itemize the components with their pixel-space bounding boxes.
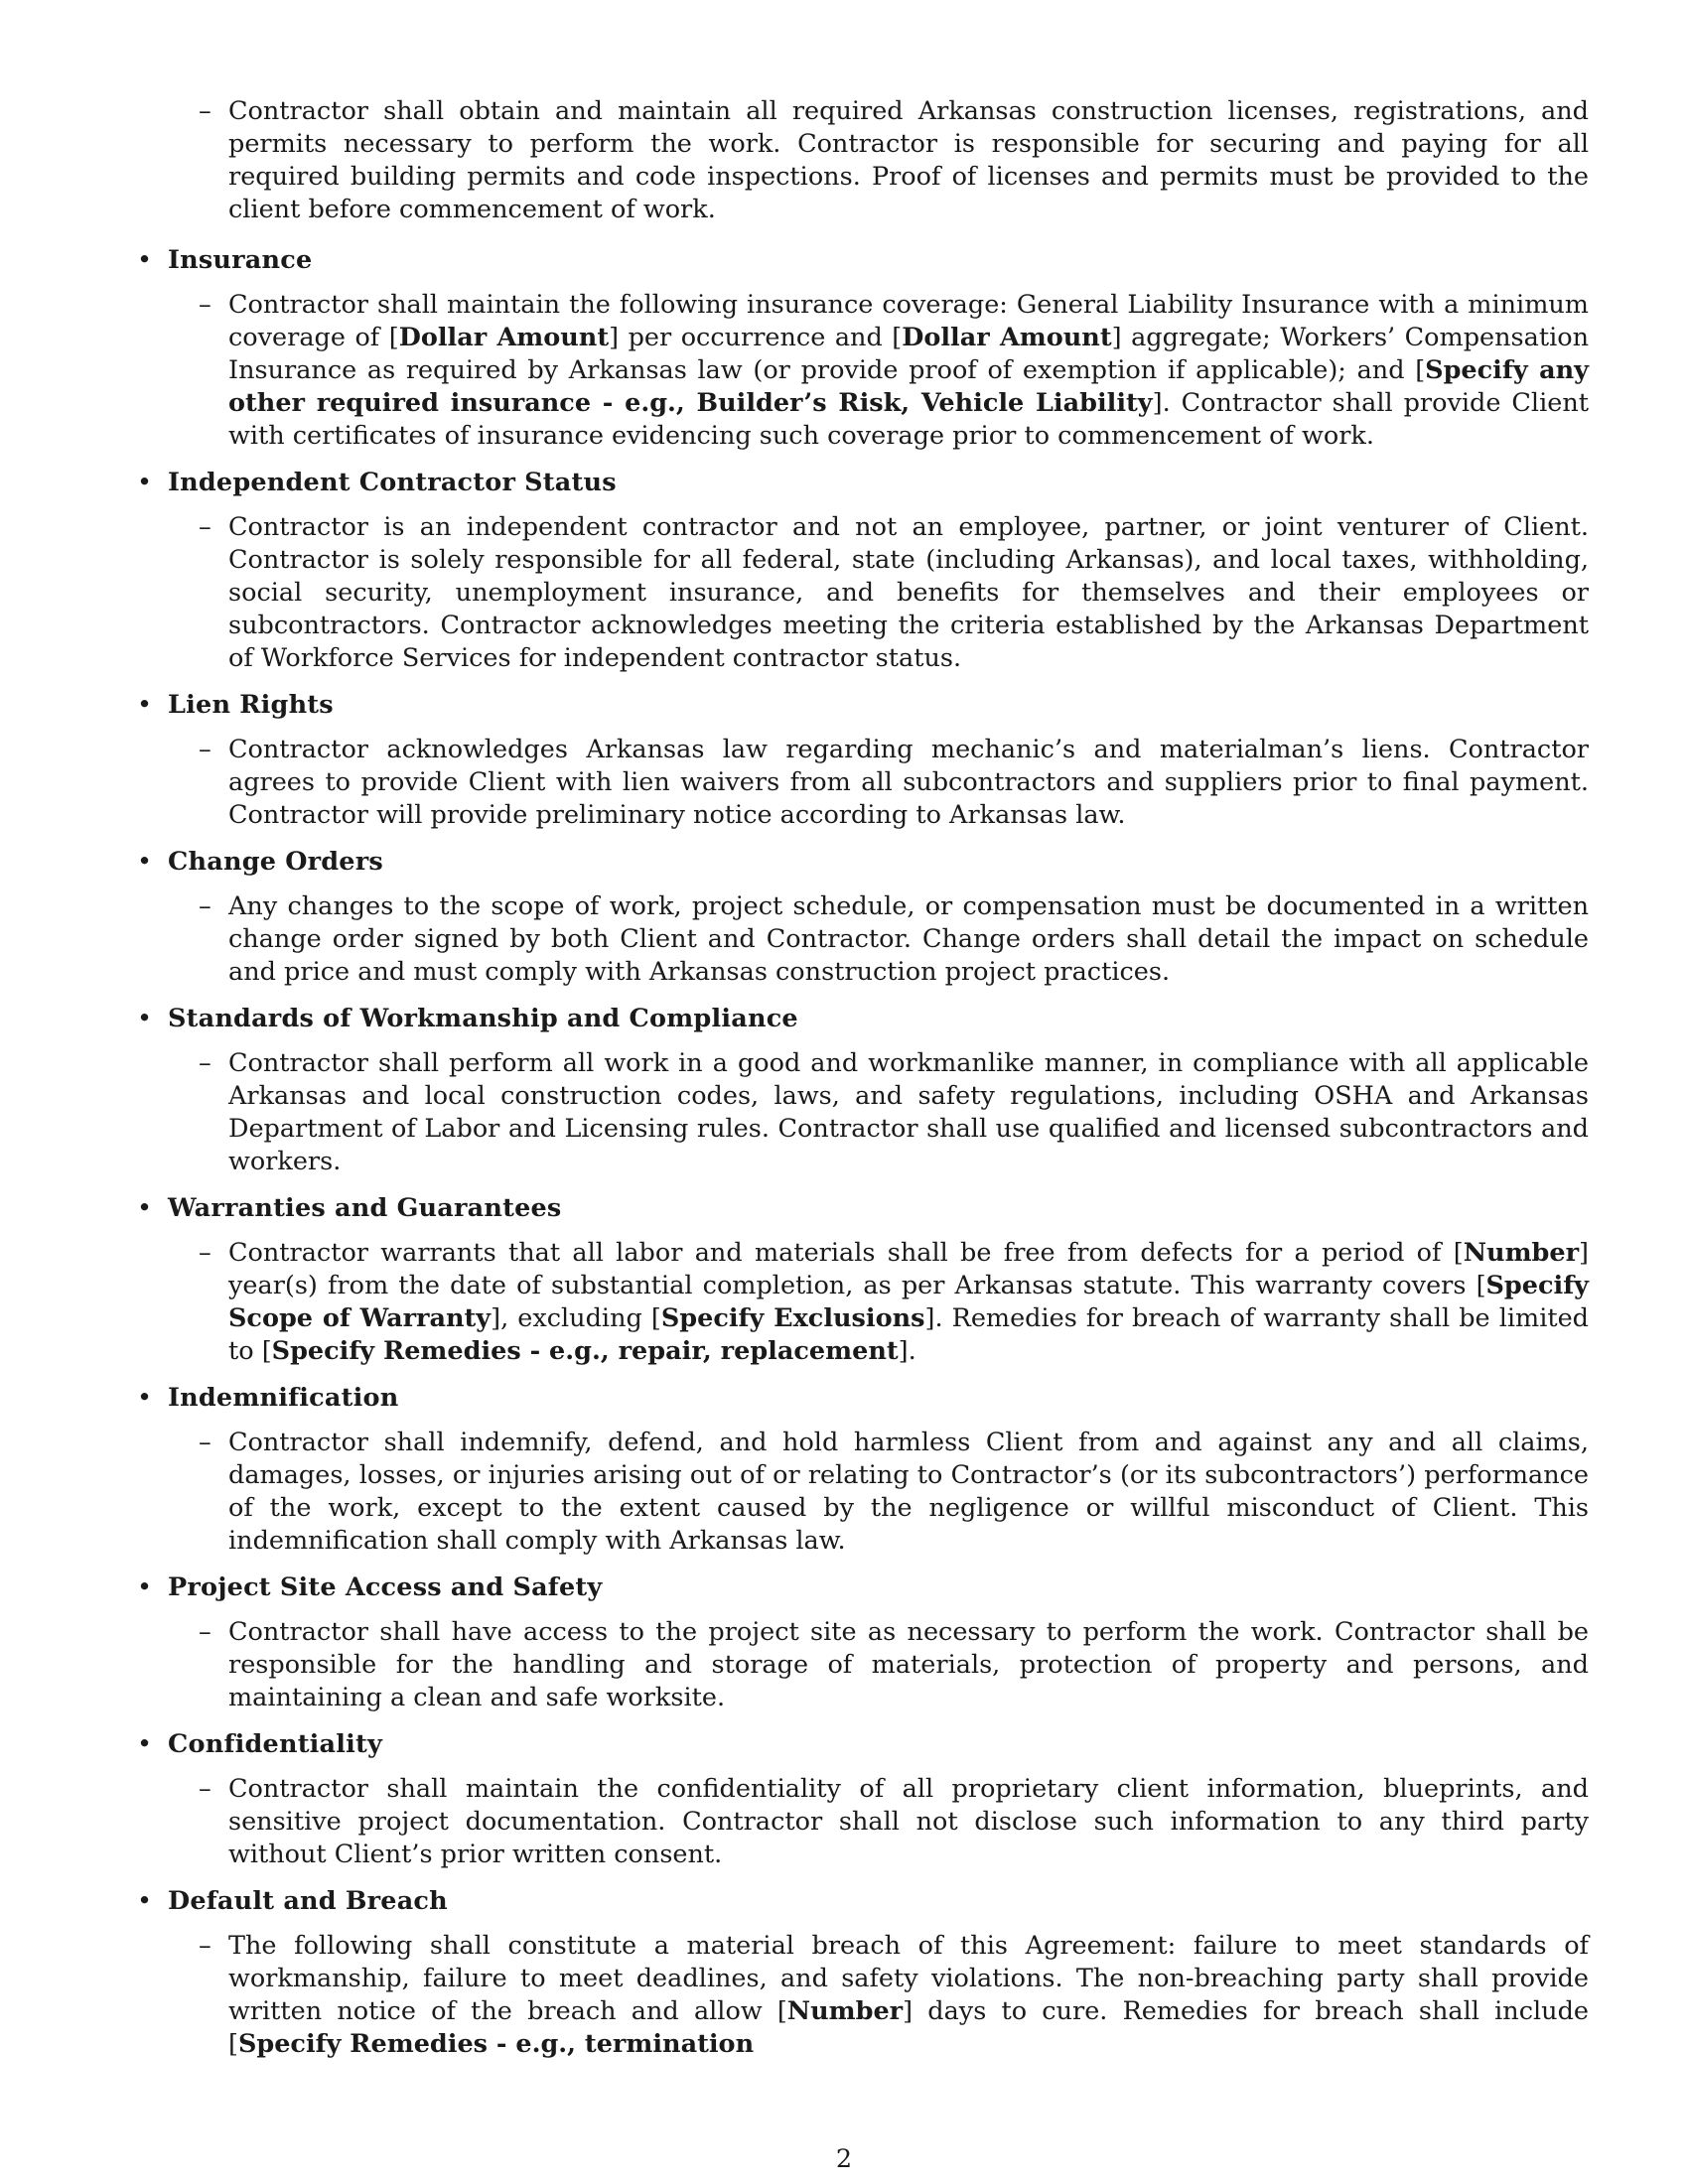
clause-text: Contractor warrants that all labor and materials shall be free from defects for a period of [ <box>228 1238 1464 1268</box>
placeholder-field: Specify any other required insurance - e.g., Builder’s Risk, Vehicle Liability <box>228 355 1589 418</box>
contract-body <box>137 95 1589 2075</box>
dash-marker: – <box>199 1617 211 1647</box>
section-heading: • Insurance <box>137 244 1589 277</box>
section-standards <box>137 1003 1589 1178</box>
dash-marker: – <box>199 1428 211 1457</box>
change-clause <box>199 890 1589 989</box>
clause-text: Contractor acknowledges Arkansas law regarding mechanic’s and materialman’s liens. Contractor agrees to provide Client with lien waivers from all subcontractors and suppliers prior to final payment. Contractor will provide preliminary notice according to Arkansas law. <box>228 735 1589 830</box>
clause-text: ]. <box>898 1336 916 1366</box>
clause-text: Contractor shall indemnify, defend, and hold harmless Client from and against any and all claims, damages, losses, or injuries arising out of or relating to Contractor’s (or its subcontractors’) performance of the work, except to the extent caused by the negligence or willful misconduct of Client. This indemnification shall comply with Arkansas law. <box>228 1428 1589 1556</box>
page-number: 2 <box>835 2144 853 2174</box>
lien-clause <box>199 734 1589 832</box>
section-indemnification <box>137 1382 1589 1558</box>
clause-text: Contractor shall perform all work in a good and workmanlike manner, in compliance with all applicable Arkansas and local construction codes, laws, and safety regulations, including OSHA and Arkansas Department of Labor and Licensing rules. Contractor shall use qualified and licensed subcontractors and workers. <box>228 1048 1589 1176</box>
default-clause <box>199 1930 1589 2061</box>
placeholder-field: Number <box>1463 1238 1580 1268</box>
dash-marker: – <box>199 735 211 764</box>
dash-marker: – <box>199 96 211 126</box>
placeholder-field: Specify Scope of Warranty <box>228 1271 1589 1333</box>
clause-text: The following shall constitute a material breach of this Agreement: failure to meet standards of workmanship, failure to meet deadlines, and safety violations. The non-breaching party shall provide written notice of the breach and allow [ <box>228 1931 1589 2026</box>
placeholder-field: Number <box>786 1996 904 2026</box>
section-confidentiality <box>137 1728 1589 1871</box>
clause-text: Any changes to the scope of work, project schedule, or compensation must be documented in a written change order signed by both Client and Contractor. Change orders shall detail the impact on schedule and price and must comply with Arkansas construction project practices. <box>228 891 1589 987</box>
section-independent-contractor <box>137 467 1589 675</box>
clause-text: ]. Contractor shall provide Client with certificates of insurance evidencing such coverage prior to commencement of work. <box>228 388 1589 451</box>
section-heading: • Standards of Workmanship and Compliance <box>137 1003 1589 1035</box>
indemnification-clause <box>199 1427 1589 1558</box>
section-heading: • Change Orders <box>137 846 1589 879</box>
standards-clause <box>199 1047 1589 1178</box>
section-insurance <box>137 244 1589 453</box>
warranties-clause <box>199 1237 1590 1368</box>
clause-text: Contractor shall have access to the project site as necessary to perform the work. Contractor shall be responsible for the handling and storage of materials, protection of property and persons, and maintaining a clean and safe worksite. <box>228 1617 1589 1712</box>
placeholder-field: Dollar Amount <box>398 323 610 352</box>
section-lien-rights <box>137 689 1589 832</box>
placeholder-field: Dollar Amount <box>902 323 1112 352</box>
section-site-access <box>137 1571 1589 1714</box>
placeholder-field: Specify Remedies - e.g., repair, replacement <box>271 1336 899 1366</box>
section-change-orders <box>137 846 1589 989</box>
dash-marker: – <box>199 1238 211 1268</box>
clause-text: ] days to cure. Remedies for breach shall include [ <box>228 1996 1589 2059</box>
clause-text: Contractor shall obtain and maintain all required Arkansas construction licenses, registrations, and permits necessary to perform the work. Contractor is responsible for securing and paying for all required building permits and code inspections. Proof of licenses and permits must be provided to the client before commencement of work. <box>228 96 1589 224</box>
permits-clause <box>199 95 1589 226</box>
section-heading: • Independent Contractor Status <box>137 467 1589 499</box>
placeholder-field: Specify Remedies - e.g., termination <box>237 2029 755 2059</box>
dash-marker: – <box>199 891 211 921</box>
section-heading: • Project Site Access and Safety <box>137 1571 1589 1604</box>
dash-marker: – <box>199 1931 211 1961</box>
clause-text: ] year(s) from the date of substantial completion, as per Arkansas statute. This warranty covers [ <box>228 1238 1589 1300</box>
section-heading: • Warranties and Guarantees <box>137 1192 1589 1225</box>
clause-text: ] aggregate; Workers’ Compensation Insurance as required by Arkansas law (or provide proof of exemption if applicable); and [ <box>228 323 1590 385</box>
clause-text: ], excluding [ <box>491 1303 661 1333</box>
section-heading: • Indemnification <box>137 1382 1589 1415</box>
clause-text: ] per occurrence and [ <box>609 323 903 352</box>
dash-marker: – <box>199 512 211 542</box>
insurance-clause <box>199 289 1590 453</box>
section-default-breach <box>137 1885 1589 2061</box>
dash-marker: – <box>199 1774 211 1804</box>
clause-text: ]. Remedies for breach of warranty shall be limited to [ <box>228 1303 1590 1366</box>
independent-clause <box>199 511 1589 675</box>
placeholder-field: Specify Exclusions <box>660 1303 925 1333</box>
section-heading: • Lien Rights <box>137 689 1589 722</box>
clause-text: Contractor shall maintain the confidentiality of all proprietary client information, blueprints, and sensitive project documentation. Contractor shall not disclose such information to any third party without Client’s prior written consent. <box>228 1774 1589 1869</box>
section-heading: • Confidentiality <box>137 1728 1589 1761</box>
section-heading: • Default and Breach <box>137 1885 1589 1918</box>
confidentiality-clause <box>199 1773 1589 1871</box>
site-clause <box>199 1616 1589 1714</box>
dash-marker: – <box>199 290 211 320</box>
clause-text: Contractor shall maintain the following insurance coverage: General Liability Insurance with a minimum coverage of [ <box>228 290 1589 352</box>
dash-marker: – <box>199 1048 211 1078</box>
clause-text: Contractor is an independent contractor and not an employee, partner, or joint venturer of Client. Contractor is solely responsible for all federal, state (including Arkansas), and local taxes, withholding, social security, unemployment insurance, and benefits for themselves and their employees or subcontractors. Contractor acknowledges meeting the criteria established by the Arkansas Department of Workforce Services for independent contractor status. <box>228 512 1589 673</box>
section-warranties <box>137 1192 1589 1368</box>
